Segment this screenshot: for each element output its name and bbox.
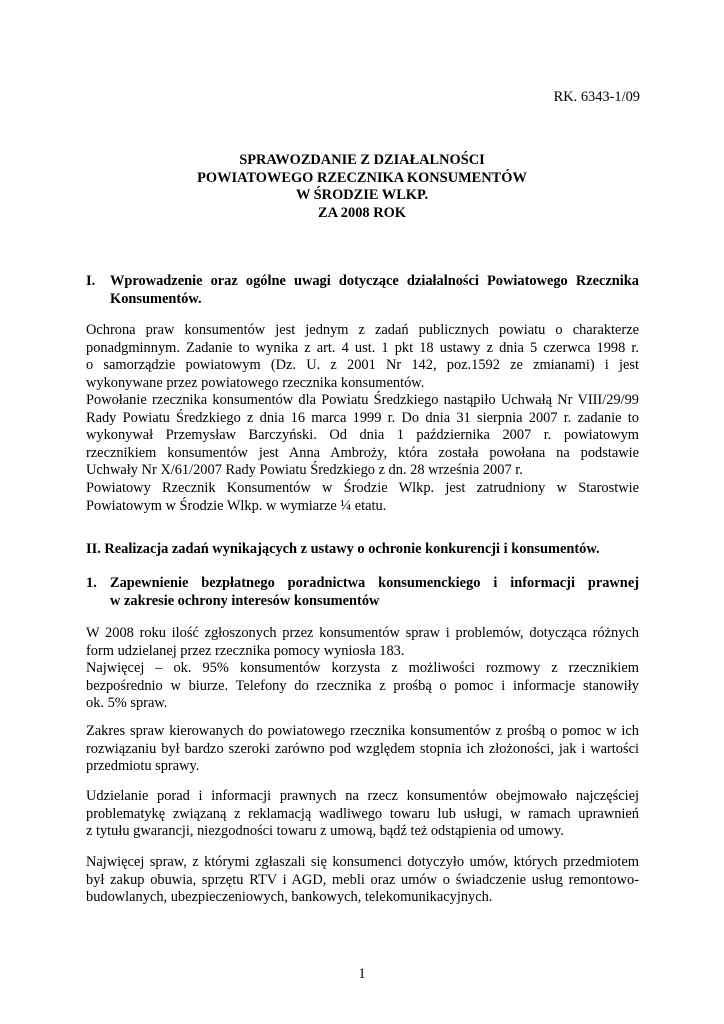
text-line: Udzielanie porad i informacji prawnych na rzecz konsumentów obejmowało najczęściej — [86, 788, 639, 804]
section-2-paragraph-4 — [86, 788, 639, 841]
text-line: Powiatowy Rzecznik Konsumentów w Środzie Wlkp. jest zatrudniony w Starostwie — [86, 480, 639, 496]
text-line: wykonywał Przemysław Barczyński. Od dnia 1 października 2007 r. powiatowym — [86, 427, 639, 444]
section-2-heading — [86, 541, 639, 559]
page-number: 1 — [358, 966, 366, 982]
section-1-heading — [86, 273, 639, 308]
heading-line: Zapewnienie bezpłatnego poradnictwa konsumenckiego i informacji prawnej — [110, 575, 639, 591]
title-line: SPRAWOZDANIE Z DZIAŁALNOŚCI — [239, 152, 485, 168]
text-line: Ochrona praw konsumentów jest jednym z zadań publicznych powiatu o charakterze — [86, 322, 639, 338]
subsection-1-heading — [86, 575, 639, 610]
text-line: przedmiotu sprawy. — [86, 758, 200, 775]
document-title — [0, 152, 724, 222]
text-line: Rady Powiatu Średzkiego z dnia 16 marca 1999 r. Do dnia 31 sierpnia 2007 r. zadanie to — [86, 409, 639, 426]
text-line: budowlanych, ubezpieczeniowych, bankowych, telekomunikacyjnych. — [86, 889, 493, 906]
text-line: problematykę związaną z reklamacją wadliwego towaru lub usługi, w ramach uprawnień — [86, 805, 639, 822]
text-line: o samorządzie powiatowym (Dz. U. z 2001 Nr 142, poz.1592 ze zmianami) i jest — [86, 357, 639, 374]
section-1-paragraph-3 — [86, 480, 639, 515]
text-line: wykonywane przez powiatowego rzecznika konsumentów. — [86, 374, 425, 391]
text-line: Najwięcej spraw, z którymi zgłaszali się konsumenci dotyczyło umów, których przedmiotem — [86, 854, 639, 870]
section-1-paragraph-1 — [86, 322, 639, 392]
text-line: rzecznikiem konsumentów jest Anna Ambroży, która została powołana na podstawie — [86, 444, 639, 461]
section-2-paragraph-3 — [86, 723, 639, 776]
text-line: Najwięcej – ok. 95% konsumentów korzysta z możliwości rozmowy z rzecznikiem — [86, 660, 639, 676]
section-1-paragraph-2 — [86, 392, 639, 480]
section-1-number: I. — [86, 273, 96, 289]
text-line: form udzielanej przez rzecznika pomocy wyniosła 183. — [86, 642, 405, 659]
heading-line: II. Realizacja zadań wynikających z ustawy o ochronie konkurencji i konsumentów. — [86, 541, 600, 557]
text-line: ok. 5% spraw. — [86, 695, 168, 712]
text-line: Powołanie rzecznika konsumentów dla Powiatu Średzkiego nastąpiło Uchwałą Nr VIII/29/99 — [86, 392, 639, 408]
text-line: z tytułu gwarancji, niezgodności towaru z umową, bądź też odstąpienia od umowy. — [86, 823, 564, 840]
text-line: bezpośrednio w biurze. Telefony do rzecznika z prośbą o pomoc i informacje stanowiły — [86, 677, 639, 694]
title-line: W ŚRODZIE WLKP. — [295, 187, 429, 204]
text-line: był zakup obuwia, sprzętu RTV i AGD, mebli oraz umów o świadczenie usług remontowo- — [86, 871, 639, 888]
text-line: Powiatowym w Środzie Wlkp. w wymiarze ¼ etatu. — [86, 497, 387, 514]
text-line: Uchwały Nr X/61/2007 Rady Powiatu Średzkiego z dn. 28 września 2007 r. — [86, 462, 523, 479]
heading-line: Wprowadzenie oraz ogólne uwagi dotyczące działalności Powiatowego Rzecznika — [110, 273, 639, 289]
heading-line: w zakresie ochrony interesów konsumentów — [110, 592, 380, 609]
subsection-1-number: 1. — [86, 575, 97, 591]
heading-line: Konsumentów. — [110, 290, 202, 307]
text-line: W 2008 roku ilość zgłoszonych przez konsumentów spraw i problemów, dotycząca różnych — [86, 625, 639, 641]
text-line: ponadgminnym. Zadanie to wynika z art. 4 ust. 1 pkt 18 ustawy z dnia 5 czerwca 1998 r. — [86, 339, 639, 356]
text-line: rozwiązaniu był bardzo szeroki zarówno pod względem stopnia ich złożoności, jak i wartości — [86, 740, 639, 757]
title-line: ZA 2008 ROK — [318, 204, 406, 221]
section-2-paragraph-5 — [86, 854, 639, 907]
title-line: POWIATOWEGO RZECZNIKA KONSUMENTÓW — [197, 169, 527, 186]
section-2-paragraph-1 — [86, 625, 639, 660]
reference-number: RK. 6343-1/09 — [553, 89, 640, 105]
section-2-paragraph-2 — [86, 660, 639, 713]
text-line: Zakres spraw kierowanych do powiatowego rzecznika konsumentów z prośbą o pomoc w ich — [86, 723, 639, 739]
